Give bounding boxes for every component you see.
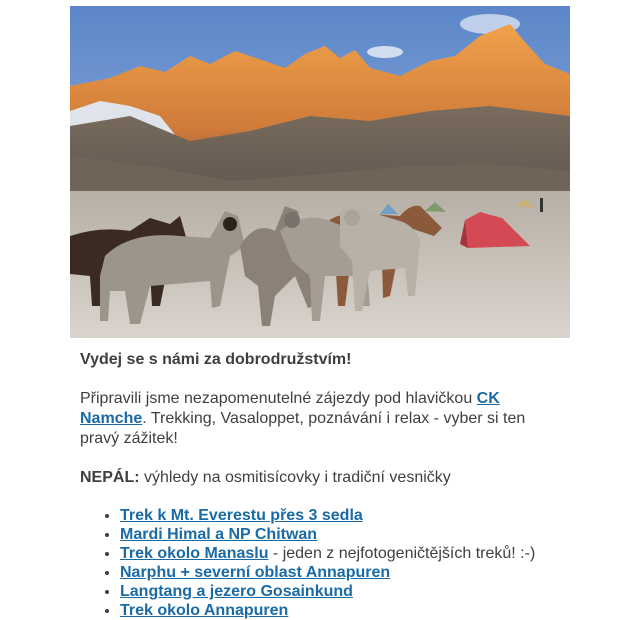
greeting-heading: Vydej se s námi za dobrodružstvím!	[80, 351, 352, 368]
nepal-description: výhledy na osmitisícovky i tradiční vesničky	[139, 469, 451, 486]
ck-namche-link[interactable]: CK Namche	[80, 390, 500, 427]
trip-list-item	[120, 582, 560, 601]
intro-text-after: . Trekking, Vasaloppet, poznávání i relax - vyber si ten pravý zážitek!	[80, 410, 526, 447]
intro-paragraph	[80, 389, 560, 449]
nepal-label: NEPÁL:	[80, 469, 140, 486]
intro-text-before: Připravili jsme nezapomenutelné zájezdy pod hlavičkou	[80, 390, 477, 407]
trip-link-mardi-himal[interactable]: Mardi Himal a NP Chitwan	[120, 526, 318, 543]
trip-link-langtang[interactable]: Langtang a jezero Gosainkund	[120, 583, 353, 600]
trip-list-item	[120, 525, 560, 544]
hero-image	[70, 6, 570, 338]
trip-link-everest-3-passes[interactable]: Trek k Mt. Everestu přes 3 sedla	[120, 507, 363, 524]
trip-list-item	[120, 544, 560, 563]
trip-link-annapurna-circuit[interactable]: Trek okolo Annapuren	[120, 602, 289, 619]
trip-list-item	[120, 506, 560, 525]
trip-list-item	[120, 563, 560, 582]
email-body	[70, 6, 570, 620]
trip-link-manaslu[interactable]: Trek okolo Manaslu	[120, 545, 269, 562]
trip-list-item	[120, 601, 560, 620]
nepal-trip-list	[80, 506, 560, 620]
trip-note: - jeden z nejfotogeničtějších treků! :-)	[268, 545, 536, 562]
trip-link-narphu[interactable]: Narphu + severní oblast Annapuren	[120, 564, 391, 581]
nepal-section-title	[80, 468, 560, 488]
